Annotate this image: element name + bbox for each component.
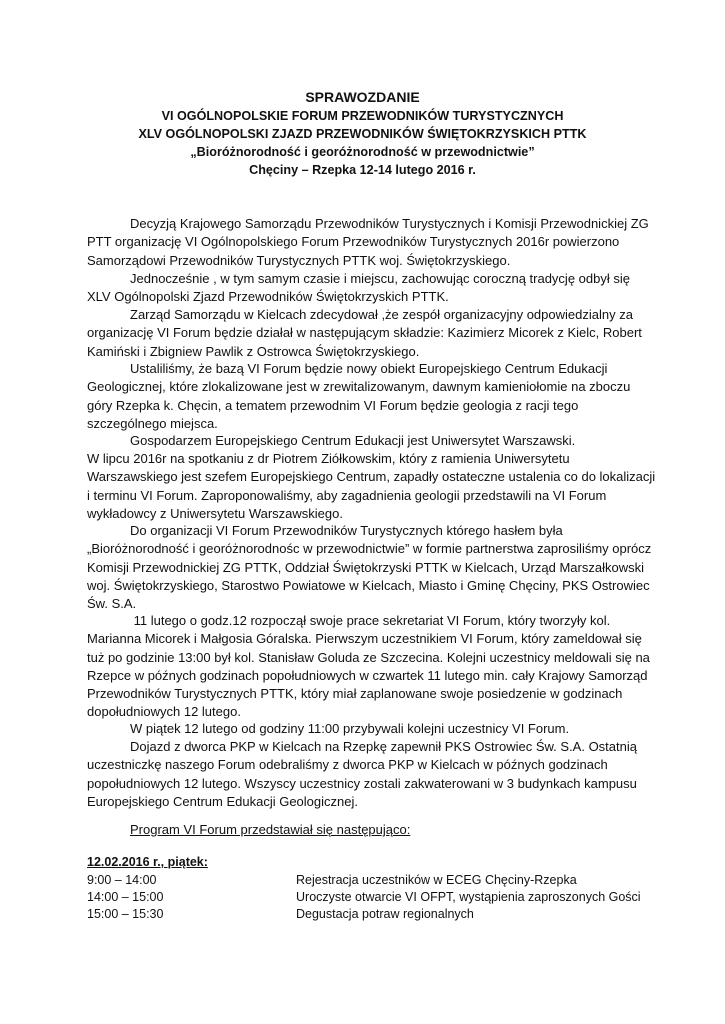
- paragraph-9: W piątek 12 lutego od godziny 11:00 przybywali kolejni uczestnicy VI Forum.: [130, 721, 570, 736]
- paragraph-4: Ustaliliśmy, że bazą VI Forum będzie nowy obiekt Europejskiego Centrum Edukacji Geologicznej, które zlokalizowane jest w zrewitalizowanym, dawnym kamieniołomie na zboczu góry Rzepka k. Chęcin, a tematem przewodnim VI Forum będzie geologia z racji tego szczególnego miejsca.: [87, 361, 631, 431]
- schedule-day-label: 12.02.2016 r., piątek:: [87, 855, 208, 869]
- paragraph-3: Zarząd Samorządu w Kielcach zdecydował ,że zespół organizacyjny odpowiedzialny za organizację VI Forum będzie działał w następującym składzie: Kazimierz Micorek z Kielc, Robert Kamiński i Zbigniew Pawlik z Ostrowca Świętokrzyskiego.: [87, 307, 642, 359]
- program-heading: Program VI Forum przedstawiał się następująco:: [130, 822, 411, 837]
- paragraph-2: Jednocześnie , w tym samym czasie i miejscu, zachowując coroczną tradycję odbył się XLV Ogólnopolski Zjazd Przewodników Świętokrzyskich PTTK.: [87, 271, 630, 305]
- schedule-description: Degustacja potraw regionalnych: [296, 907, 474, 921]
- paragraph-1: Decyzją Krajowego Samorządu Przewodników Turystycznych i Komisji Przewodnickiej ZG PTT organizację VI Ogólnopolskiego Forum Przewodników Turystycznych 2016r powierzono Samorządowi Przewodników Turystycznych PTTK woj. Świętokrzyskiego.: [87, 216, 649, 268]
- schedule-description: Uroczyste otwarcie VI OFPT, wystąpienia zaproszonych Gości: [296, 890, 641, 904]
- schedule-time: 14:00 – 15:00: [87, 890, 164, 904]
- paragraph-10: Dojazd z dworca PKP w Kielcach na Rzepkę zapewnił PKS Ostrowiec Św. S.A. Ostatnią uczestniczkę naszego Forum odebraliśmy z dworca PKP w Kielcach w późnych godzinach popołudniowych 12 lutego. Wszyscy uczestnicy zostali zakwaterowani w 3 budynkach kampusu Europejskiego Centrum Edukacji Geologicznej.: [87, 739, 637, 809]
- schedule-description: Rejestracja uczestników w ECEG Chęciny-Rzepka: [296, 873, 577, 887]
- paragraph-7: Do organizacji VI Forum Przewodników Turystycznych którego hasłem była „Bioróżnorodność i georóżnorodnośc w przewodnictwie” w formie partnerstwa zaprosiliśmy oprócz Komisji Przewodnickiej ZG PTTK, Oddział Świętokrzyski PTTK w Kielcach, Urząd Marszałkowski woj. Świętokrzyskiego, Starostwo Powiatowe w Kielcach, Miasto i Gminę Chęciny, PKS Ostrowiec Św. S.A.: [87, 523, 652, 612]
- report-title: SPRAWOZDANIE: [305, 89, 420, 105]
- report-subtitle-forum: VI OGÓLNOPOLSKIE FORUM PRZEWODNIKÓW TURYSTYCZNYCH: [161, 109, 564, 123]
- schedule-time: 15:00 – 15:30: [87, 907, 164, 921]
- paragraph-6: W lipcu 2016r na spotkaniu z dr Piotrem Ziółkowskim, który z ramienia Uniwersytetu Warszawskiego jest szefem Europejskiego Centrum, zapadły ostateczne ustalenia co do lokalizacji i terminu VI Forum. Zaproponowaliśmy, aby zagadnienia geologii przedstawili na VI Forum wykładowcy z Uniwersytetu Warszawskiego.: [87, 451, 656, 521]
- report-place-date: Chęciny – Rzepka 12-14 lutego 2016 r.: [249, 163, 476, 177]
- report-subtitle-congress: XLV OGÓLNOPOLSKI ZJAZD PRZEWODNIKÓW ŚWIĘTOKRZYSKICH PTTK: [138, 127, 587, 141]
- report-motto: „Bioróżnorodność i georóżnorodność w przewodnictwie”: [190, 145, 535, 159]
- schedule-time: 9:00 – 14:00: [87, 873, 157, 887]
- paragraph-8: 11 lutego o godz.12 rozpoczął swoje prace sekretariat VI Forum, który tworzyły kol. Marianna Micorek i Małgosia Góralska. Pierwszym uczestnikiem VI Forum, który zameldował się tuż po godzinie 13:00 był kol. Stanisław Goluda ze Szczecina. Kolejni uczestnicy meldowali się na Rzepce w późnych godzinach popołudniowych w czwartek 11 lutego min. cały Krajowy Samorząd Przewodników Turystycznych PTTK, który miał zaplanowane swoje posiedzenie w godzinach dopołudniowych 12 lutego.: [87, 613, 650, 720]
- paragraph-5: Gospodarzem Europejskiego Centrum Edukacji jest Uniwersytet Warszawski.: [130, 433, 576, 448]
